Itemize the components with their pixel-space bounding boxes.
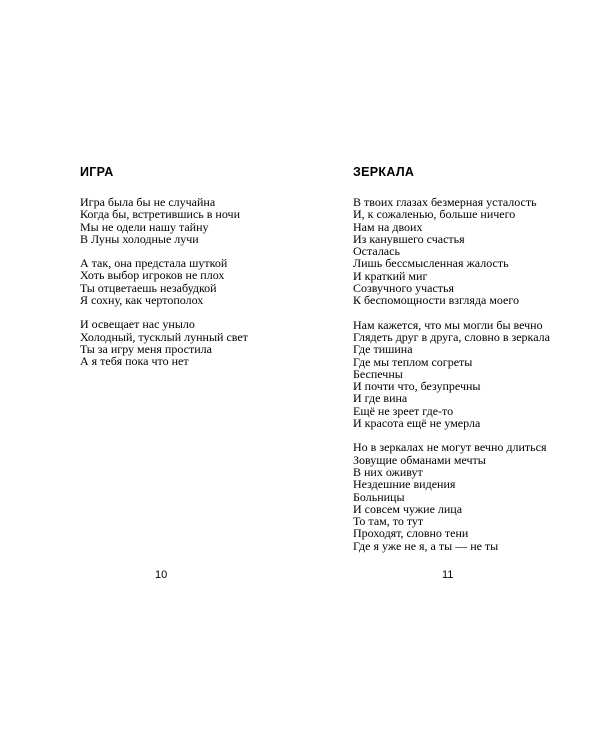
poem-line: В Луны холодные лучи bbox=[80, 231, 199, 246]
poem-line: Лишь бессмысленная жалость bbox=[353, 256, 509, 271]
poem-zerkala bbox=[353, 165, 550, 564]
poem-line: Нам на двоих bbox=[353, 219, 423, 234]
poem-line: Зовущие обманами мечты bbox=[353, 452, 486, 467]
poem-line: А так, она предстала шуткой bbox=[80, 256, 228, 271]
poem-line: То там, то тут bbox=[353, 514, 424, 529]
poem-title: ИГРА bbox=[80, 165, 114, 179]
poem-line: И почти что, безупречны bbox=[353, 379, 481, 394]
poem-line: Беспечны bbox=[353, 366, 403, 381]
poem-line: И где вина bbox=[353, 391, 408, 406]
poem-line: И, к сожаленью, больше ничего bbox=[353, 207, 516, 222]
poem-line: Хоть выбор игроков не плох bbox=[80, 268, 225, 283]
poem-line: Где я уже не я, а ты — не ты bbox=[353, 538, 499, 553]
poem-line: Где мы теплом согреты bbox=[353, 354, 473, 369]
poem-line: Но в зеркалах не могут вечно длиться bbox=[353, 440, 547, 455]
poem-line: Глядеть друг в друга, словно в зеркала bbox=[353, 329, 550, 344]
right-page bbox=[300, 0, 600, 750]
poem-line: Мы не одели нашу тайну bbox=[80, 219, 209, 234]
poem-line: Нам кажется, что мы могли бы вечно bbox=[353, 317, 543, 332]
poem-line: В твоих глазах безмерная усталость bbox=[353, 195, 537, 209]
poem-line: Проходят, словно тени bbox=[353, 526, 469, 541]
poem-line: Осталась bbox=[353, 244, 400, 259]
poem-line: Игра была бы не случайна bbox=[80, 195, 216, 209]
poem-line: И совсем чужие лица bbox=[353, 501, 463, 516]
stanza bbox=[353, 319, 550, 430]
poem-line: Из канувшего счастья bbox=[353, 231, 465, 246]
poem-line: Где тишина bbox=[353, 342, 413, 357]
poem-line: А я тебя пока что нет bbox=[80, 354, 189, 369]
poem-line: Холодный, тусклый лунный свет bbox=[80, 329, 248, 344]
poem-line: Больницы bbox=[353, 489, 405, 504]
poem-line: И освещает нас уныло bbox=[80, 317, 195, 332]
poem-line: Я сохну, как чертополох bbox=[80, 293, 204, 308]
poem-line: И краткий миг bbox=[353, 268, 428, 283]
page-number: 11 bbox=[442, 569, 454, 581]
poem-line: Когда бы, встретившись в ночи bbox=[80, 207, 240, 222]
poem-line: Ты за игру меня простила bbox=[80, 341, 212, 356]
poem-line: К беспомощности взгляда моего bbox=[353, 293, 519, 308]
poem-line: И красота ещё не умерла bbox=[353, 416, 481, 431]
poem-line: Ещё не зреет где-то bbox=[353, 403, 454, 418]
stanza bbox=[353, 441, 550, 552]
poem-title: ЗЕРКАЛА bbox=[353, 165, 415, 179]
stanza bbox=[80, 257, 248, 306]
stanza bbox=[80, 318, 248, 367]
stanza bbox=[353, 196, 550, 307]
poem-line: Ты отцветаешь незабудкой bbox=[80, 280, 217, 295]
stanza bbox=[80, 196, 248, 245]
page-number: 10 bbox=[155, 569, 168, 581]
poem-line: Нездешние видения bbox=[353, 477, 456, 492]
poem-line: В них оживут bbox=[353, 464, 423, 479]
poem-igra bbox=[80, 165, 248, 380]
poem-line: Созвучного участья bbox=[353, 281, 455, 296]
